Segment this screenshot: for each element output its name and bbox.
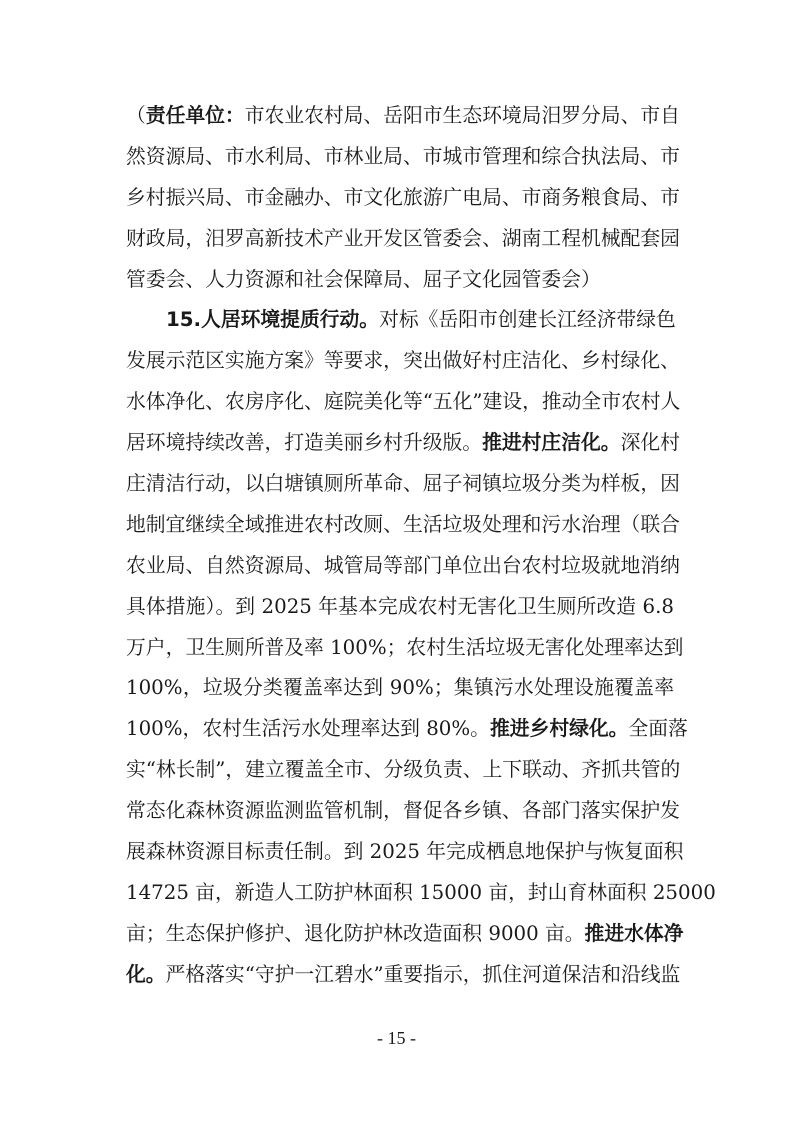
section-15-line-4 bbox=[126, 423, 680, 464]
text-run: 居环境持续改善，打造美丽乡村升级版。 bbox=[126, 431, 483, 455]
section-15-line-11 bbox=[126, 709, 688, 750]
subheading-water-clean: 推进水体净 bbox=[584, 921, 684, 945]
text-run: 100%，农村生活污水处理率达到 80%。 bbox=[126, 717, 490, 741]
text-run: 市农业农村局、岳阳市生态环境局汨罗分局、市自 bbox=[244, 104, 680, 127]
section-15-line-12: 实“林长制”，建立覆盖全市、分级负责、上下联动、齐抓共管的 bbox=[126, 758, 681, 782]
responsible-units-line-3: 乡村振兴局、市金融办、市文化旅游广电局、市商务粮食局、市 bbox=[126, 185, 680, 209]
section-15-line-15: 14725 亩，新造人工防护林面积 15000 亩，封山育林面积 25000 bbox=[126, 880, 716, 904]
responsible-units-line-4: 财政局，汨罗高新技术产业开发区管委会、湖南工程机械配套园 bbox=[126, 226, 680, 250]
responsible-units-line-5: 管委会、人力资源和社会保障局、屈子文化园管委会） bbox=[126, 267, 601, 291]
section-15-line-14: 展森林资源目标责任制。到 2025 年完成栖息地保护与恢复面积 bbox=[126, 840, 684, 864]
section-15-line-6: 地制宜继续全域推进农村改厕、生活垃圾处理和污水治理（联合 bbox=[126, 512, 680, 536]
responsible-units-line-1 bbox=[126, 96, 680, 137]
open-paren: （ bbox=[126, 104, 146, 127]
text-run: 亩；生态保护修护、退化防护林改造面积 9000 亩。 bbox=[126, 921, 585, 945]
responsible-units-label: 责任单位： bbox=[145, 104, 245, 127]
page-number: - 15 - bbox=[377, 1028, 416, 1048]
section-15-line-3: 水体净化、农房序化、庭院美化等“五化”建设，推动全市农村人 bbox=[126, 390, 681, 414]
text-run: 深化村 bbox=[620, 431, 680, 455]
responsible-units-line-2: 然资源局、市水利局、市林业局、市城市管理和综合执法局、市 bbox=[126, 144, 680, 168]
section-15-line-9: 万户，卫生厕所普及率 100%；农村生活垃圾无害化处理率达到 bbox=[126, 635, 684, 659]
section-15-line-8: 具体措施）。到 2025 年基本完成农村无害化卫生厕所改造 6.8 bbox=[126, 594, 674, 618]
section-15-line-7: 农业局、自然资源局、城管局等部门单位出台农村垃圾就地消纳 bbox=[126, 553, 680, 577]
section-15-line-16 bbox=[126, 914, 684, 955]
section-15-line-5: 庄清洁行动，以白塘镇厕所革命、屈子祠镇垃圾分类为样板，因 bbox=[126, 472, 680, 496]
section-heading: 人居环境提质行动。 bbox=[201, 308, 380, 332]
subheading-village-green: 推进乡村绿化。 bbox=[489, 717, 629, 741]
section-15-line-1 bbox=[126, 300, 674, 341]
text-run: 严格落实“守护一江碧水”重要指示，抓住河道保洁和沿线监 bbox=[165, 962, 681, 986]
subheading-water-clean-end: 化。 bbox=[126, 962, 166, 986]
text-run: 对标《岳阳市创建长江经济带绿色 bbox=[379, 308, 676, 332]
section-15-line-13: 常态化森林资源监测监管机制，督促各乡镇、各部门落实保护发 bbox=[126, 799, 680, 823]
section-number: 15. bbox=[166, 308, 202, 332]
section-15-line-2: 发展示范区实施方案》等要求，突出做好村庄洁化、乡村绿化、 bbox=[126, 349, 680, 373]
document-body bbox=[126, 96, 716, 996]
section-15-line-17 bbox=[126, 955, 681, 996]
subheading-village-clean: 推进村庄洁化。 bbox=[482, 431, 621, 455]
section-15-line-10: 100%，垃圾分类覆盖率达到 90%；集镇污水处理设施覆盖率 bbox=[126, 676, 674, 700]
text-run: 全面落 bbox=[628, 717, 688, 741]
